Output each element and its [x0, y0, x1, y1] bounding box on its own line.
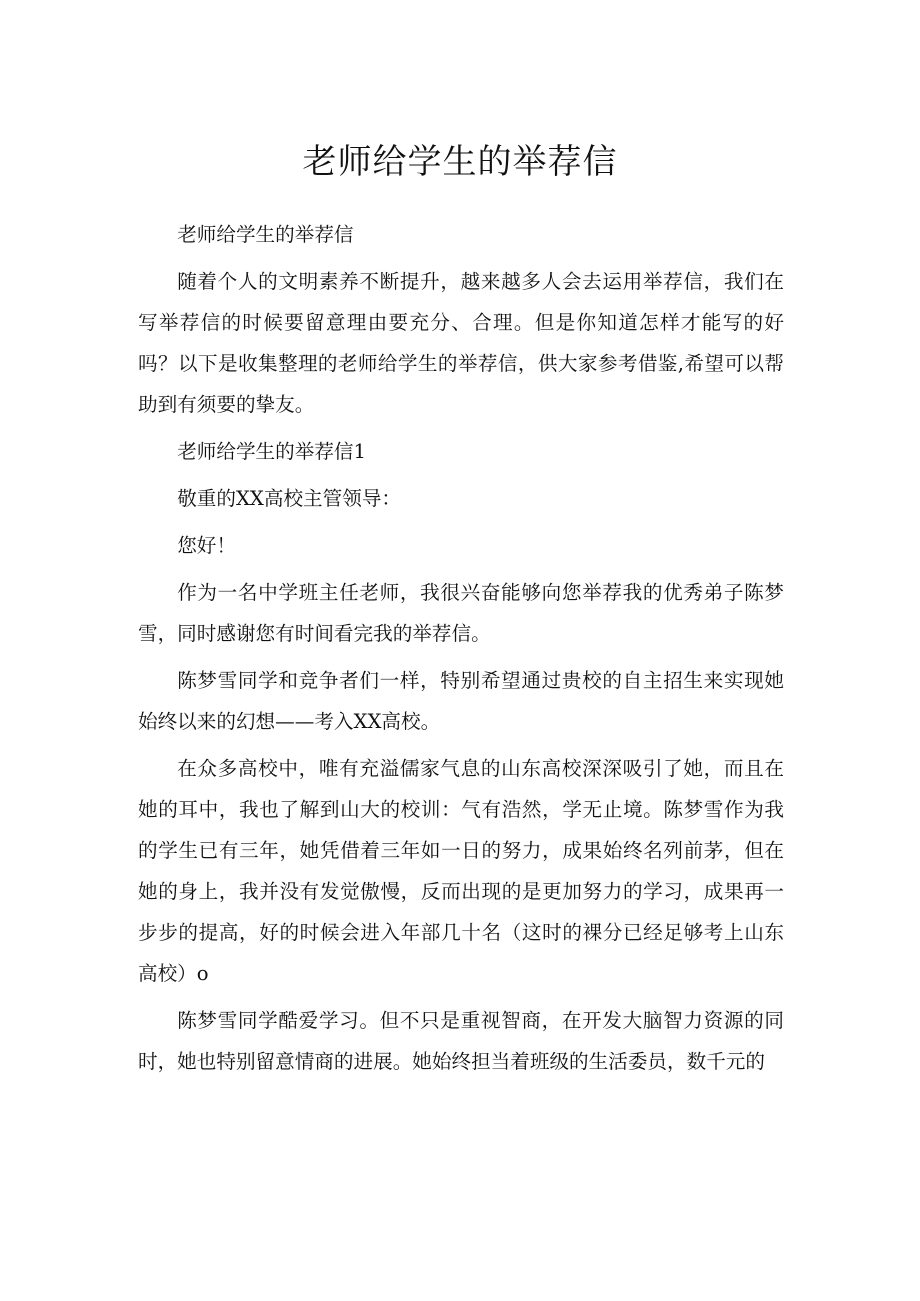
greeting: 您好！ [177, 534, 236, 557]
body-paragraph: 陈梦雪同学和竞争者们一样，特别希望通过贵校的自主招生来实现她始终以来的幻想——考入XX高校。 [138, 669, 784, 733]
intro-paragraph: 随着个人的文明素养不断提升，越来越多人会去运用举荐信，我们在写举荐信的时候要留意理由要充分、合理。但是你知道怎样才能写的好吗？以下是收集整理的老师给学生的举荐信，供大家参考借鉴,希望可以帮助到有须要的挚友。 [138, 270, 784, 416]
letter-heading: 老师给学生的举荐信1 [177, 440, 366, 463]
document-body [138, 214, 784, 1088]
subtitle-paragraph: 老师给学生的举荐信 [177, 223, 354, 246]
document-title: 老师给学生的举荐信 [302, 142, 618, 182]
body-paragraph: 在众多高校中，唯有充溢儒家气息的山东高校深深吸引了她，而且在她的耳中，我也了解到山大的校训：气有浩然，学无止境。陈梦雪作为我的学生已有三年，她凭借着三年如一日的努力，成果始终名列前茅，但在她的身上，我并没有发觉傲慢，反而出现的是更加努力的学习，成果再一步步的提高，好的时候会进入年部几十名（这时的裸分已经足够考上山东高校）o [138, 757, 784, 985]
salutation: 敬重的XX高校主管领导： [177, 487, 402, 510]
body-paragraph: 作为一名中学班主任老师，我很兴奋能够向您举荐我的优秀弟子陈梦雪，同时感谢您有时间看完我的举荐信。 [138, 581, 784, 645]
body-paragraph: 陈梦雪同学酷爱学习。但不只是重视智商，在开发大脑智力资源的同时，她也特别留意情商的进展。她始终担当着班级的生活委员，数千元的 [138, 1009, 784, 1073]
